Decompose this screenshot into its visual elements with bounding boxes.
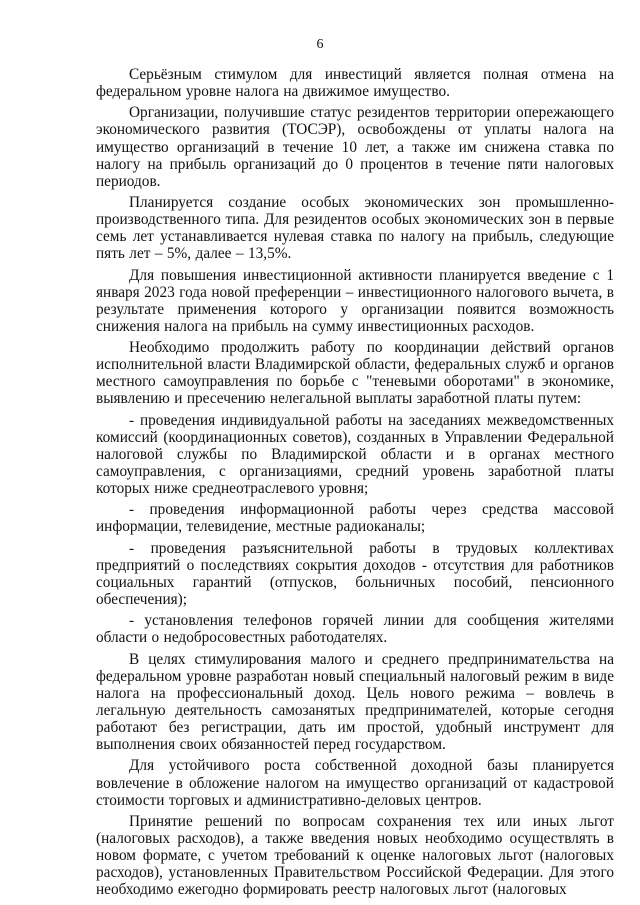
paragraph-tosher-residents: Организации, получившие статус резидентов территории опережающего экономического развития (ТОСЭР), освобождены от уплаты налога на имущество организаций в течение 10 лет, а также им снижена ставка по налогу на прибыль организаций до 0 процентов в течение пяти налоговых периодов. (96, 104, 614, 190)
paragraph-shadow-turnover: Необходимо продолжить работу по координации действий органов исполнительной власти Владимирской области, федеральных служб и органов местного самоуправления по борьбе с "теневыми оборотами" в экономике, выявлению и пресечению нелегальной выплаты заработной платы путем: (96, 339, 614, 408)
list-item-information-work: - проведения информационной работы через средства массовой информации, телевидение, местные радиоканалы; (96, 501, 614, 536)
document-body (96, 66, 614, 898)
paragraph-special-economic-zones: Планируется создание особых экономических зон промышленно-производственного типа. Для резидентов особых экономических зон в первые семь лет устанавливается нулевая ставка по налогу на прибыль, следующие пять лет – 5%, далее – 13,5%. (96, 194, 614, 263)
list-item-individual-work: - проведения индивидуальной работы на заседаниях межведомственных комиссий (координационных советов), созданных в Управлении Федеральной налоговой службы по Владимирской области и в органах местного самоуправления, с организациями, средний уровень заработной платы которых ниже среднеотраслевого уровня; (96, 411, 614, 498)
paragraph-movable-property-tax: Серьёзным стимулом для инвестиций является полная отмена на федеральном уровне налога на движимое имущество. (96, 66, 614, 101)
list-item-explanatory-work: - проведения разъяснительной работы в трудовых коллективах предприятий о последствиях сокрытия доходов - отсутствия для работников социальных гарантий (отпусков, больничных пособий, пенсионного обеспечения); (96, 539, 614, 609)
page-number: 6 (316, 37, 324, 52)
paragraph-tax-benefits: Принятие решений по вопросам сохранения тех или иных льгот (налоговых расходов), а также введения новых необходимо осуществлять в новом формате, с учетом требований к оценке налоговых льгот (налоговых расходов), установленных Правительством Российской Федерации. Для этого необходимо ежегодно формировать реестр налоговых льгот (налоговых (96, 812, 614, 899)
paragraph-professional-income-tax: В целях стимулирования малого и среднего предпринимательства на федеральном уровне разработан новый специальный налоговый режим в виде налога на профессиональный доход. Цель нового режима – вовлечь в легальную деятельность самозанятых предпринимателей, которые сегодня работают без регистрации, дать им простой, удобный инструмент для выполнения своих обязанностей перед государством. (96, 650, 614, 754)
paragraph-cadastral-value: Для устойчивого роста собственной доходной базы планируется вовлечение в обложение налогом на имущество организаций от кадастровой стоимости торговых и административно-деловых центров. (96, 757, 614, 809)
list-item-hotline: - установления телефонов горячей линии для сообщения жителями области о недобросовестных работодателях. (96, 612, 614, 647)
paragraph-investment-deduction: Для повышения инвестиционной активности планируется введение с 1 января 2023 года новой преференции – инвестиционного налогового вычета, в результате применения которого у организации появится возможность снижения налога на прибыль на сумму инвестиционных расходов. (96, 266, 614, 335)
